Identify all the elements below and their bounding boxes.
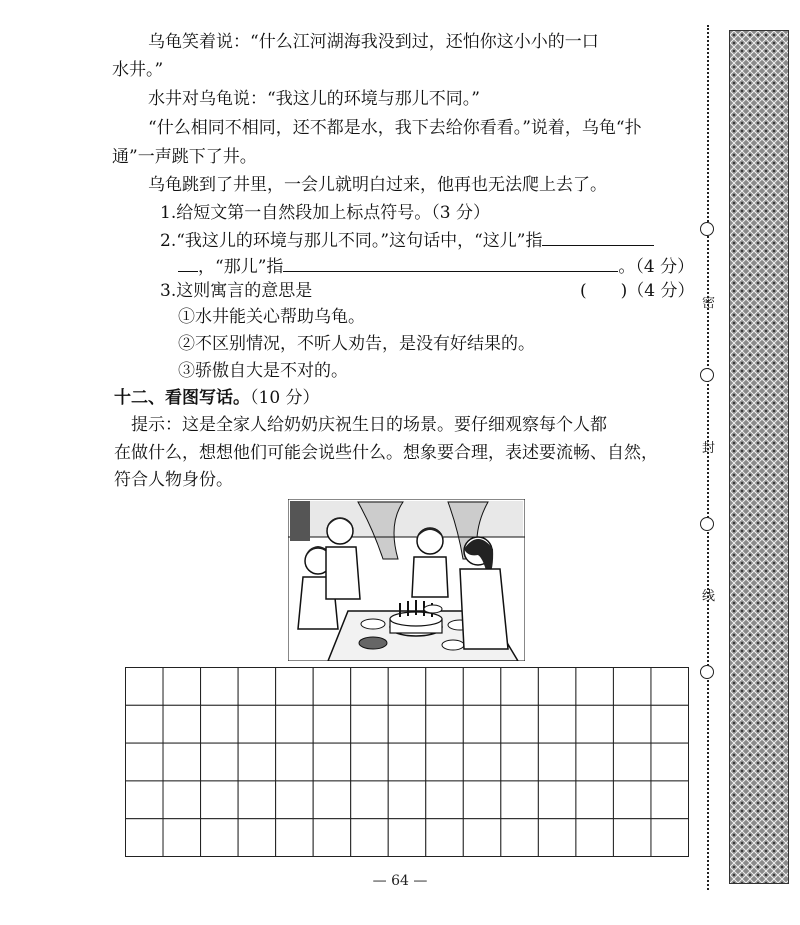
page-number: — 64 — [372, 873, 428, 889]
question-2-text: 2.“我这儿的环境与那儿不同。”这句话中，“这儿”指 [160, 231, 543, 251]
grid-cell[interactable] [426, 781, 464, 819]
question-2-score: 。（4 分） [618, 257, 695, 277]
section-12-heading-line [114, 386, 320, 410]
grid-cell[interactable] [201, 743, 239, 781]
grid-cell[interactable] [351, 705, 389, 743]
grid-cell[interactable] [276, 743, 314, 781]
grid-cell[interactable] [126, 743, 164, 781]
grid-cell[interactable] [576, 743, 614, 781]
binding-hole [700, 665, 714, 679]
grid-cell[interactable] [613, 705, 651, 743]
answer-blank-zhe-er[interactable] [542, 227, 654, 246]
answer-blank-zhe-er-cont[interactable] [178, 253, 198, 272]
grid-cell[interactable] [276, 781, 314, 819]
grid-cell[interactable] [126, 819, 164, 857]
grid-cell[interactable] [463, 668, 501, 706]
grid-cell[interactable] [538, 819, 576, 857]
question-2-continued [178, 253, 694, 279]
grid-cell[interactable] [426, 668, 464, 706]
grid-cell[interactable] [388, 819, 426, 857]
question-3: 3.这则寓言的意思是 [160, 281, 313, 301]
question-2 [160, 227, 654, 253]
grid-cell[interactable] [613, 781, 651, 819]
grid-cell[interactable] [163, 705, 201, 743]
grid-cell[interactable] [163, 819, 201, 857]
grid-cell[interactable] [126, 705, 164, 743]
grid-cell[interactable] [313, 743, 351, 781]
story-line: 乌龟笑着说：“什么江河湖海我没到过，还怕你这小小的一口 [148, 32, 599, 52]
grid-cell[interactable] [313, 668, 351, 706]
binding-label: 密 [702, 296, 716, 311]
birthday-illustration [288, 499, 525, 661]
hint-line: 在做什么，想想他们可能会说些什么。想象要合理，表述要流畅、自然， [114, 443, 658, 463]
grid-cell[interactable] [501, 668, 539, 706]
story-line: 水井。” [112, 60, 164, 80]
grid-cell[interactable] [576, 668, 614, 706]
section-12-score: （10 分） [250, 388, 320, 408]
question-3-answer-paren[interactable]: ( )（4 分） [580, 281, 695, 301]
grid-cell[interactable] [388, 743, 426, 781]
option-2: ②不区别情况，不听人劝告，是没有好结果的。 [178, 334, 535, 354]
grid-cell[interactable] [238, 781, 276, 819]
grid-cell[interactable] [463, 705, 501, 743]
grid-cell[interactable] [126, 781, 164, 819]
grid-cell[interactable] [276, 819, 314, 857]
grid-cell[interactable] [238, 743, 276, 781]
grid-cell[interactable] [501, 705, 539, 743]
grid-cell[interactable] [163, 781, 201, 819]
section-12-heading: 十二、看图写话。 [114, 388, 250, 408]
grid-cell[interactable] [201, 781, 239, 819]
grid-cell[interactable] [351, 743, 389, 781]
grid-cell[interactable] [613, 743, 651, 781]
grid-cell[interactable] [576, 819, 614, 857]
option-1: ①水井能关心帮助乌龟。 [178, 307, 365, 327]
story-line: 水井对乌龟说：“我这儿的环境与那儿不同。” [148, 89, 480, 109]
grid-cell[interactable] [276, 705, 314, 743]
grid-cell[interactable] [501, 743, 539, 781]
binding-label: 线 [702, 589, 716, 604]
binding-label: 封 [702, 441, 716, 456]
binding-hole [700, 517, 714, 531]
grid-cell[interactable] [651, 819, 689, 857]
grid-cell[interactable] [538, 781, 576, 819]
grid-cell[interactable] [351, 668, 389, 706]
story-line: 通”一声跳下了井。 [112, 147, 257, 167]
grid-cell[interactable] [313, 781, 351, 819]
writing-grid[interactable] [125, 667, 689, 857]
grid-cell[interactable] [538, 743, 576, 781]
grid-cell[interactable] [351, 781, 389, 819]
grid-cell[interactable] [276, 668, 314, 706]
seal-dotted-line [707, 25, 709, 890]
grid-cell[interactable] [201, 668, 239, 706]
grid-cell[interactable] [201, 705, 239, 743]
grid-cell[interactable] [613, 819, 651, 857]
grid-cell[interactable] [313, 819, 351, 857]
grid-cell[interactable] [426, 743, 464, 781]
grid-cell[interactable] [426, 705, 464, 743]
grid-cell[interactable] [576, 705, 614, 743]
grid-cell[interactable] [538, 705, 576, 743]
grid-cell[interactable] [238, 819, 276, 857]
grid-cell[interactable] [651, 705, 689, 743]
grid-cell[interactable] [163, 668, 201, 706]
question-2-mid-text: ，“那儿”指 [198, 257, 284, 277]
grid-cell[interactable] [388, 705, 426, 743]
grid-cell[interactable] [613, 668, 651, 706]
grid-cell[interactable] [313, 705, 351, 743]
hint-line: 提示：这是全家人给奶奶庆祝生日的场景。要仔细观察每个人都 [131, 415, 607, 435]
grid-cell[interactable] [388, 668, 426, 706]
story-line: 乌龟跳到了井里，一会儿就明白过来，他再也无法爬上去了。 [148, 175, 607, 195]
binding-hole [700, 222, 714, 236]
answer-blank-na-er[interactable] [283, 253, 618, 272]
story-line: “什么相同不相同，还不都是水，我下去给你看看。”说着，乌龟“扑 [148, 118, 642, 138]
grid-cell[interactable] [463, 781, 501, 819]
binding-hole [700, 368, 714, 382]
grid-cell[interactable] [351, 819, 389, 857]
grid-cell[interactable] [501, 819, 539, 857]
grid-cell[interactable] [426, 819, 464, 857]
grid-cell[interactable] [651, 781, 689, 819]
grid-cell[interactable] [388, 781, 426, 819]
grid-cell[interactable] [238, 705, 276, 743]
hint-line: 符合人物身份。 [114, 470, 233, 490]
grid-cell[interactable] [463, 819, 501, 857]
decorative-pattern-strip [729, 30, 789, 884]
grid-cell[interactable] [163, 743, 201, 781]
grid-cell[interactable] [201, 819, 239, 857]
grid-cell[interactable] [538, 668, 576, 706]
grid-cell[interactable] [576, 781, 614, 819]
grid-cell[interactable] [651, 743, 689, 781]
question-1: 1.给短文第一自然段加上标点符号。（3 分） [160, 203, 490, 223]
option-3: ③骄傲自大是不对的。 [178, 361, 348, 381]
grid-cell[interactable] [126, 668, 164, 706]
grid-cell[interactable] [651, 668, 689, 706]
grid-cell[interactable] [463, 743, 501, 781]
grid-cell[interactable] [501, 781, 539, 819]
grid-cell[interactable] [238, 668, 276, 706]
